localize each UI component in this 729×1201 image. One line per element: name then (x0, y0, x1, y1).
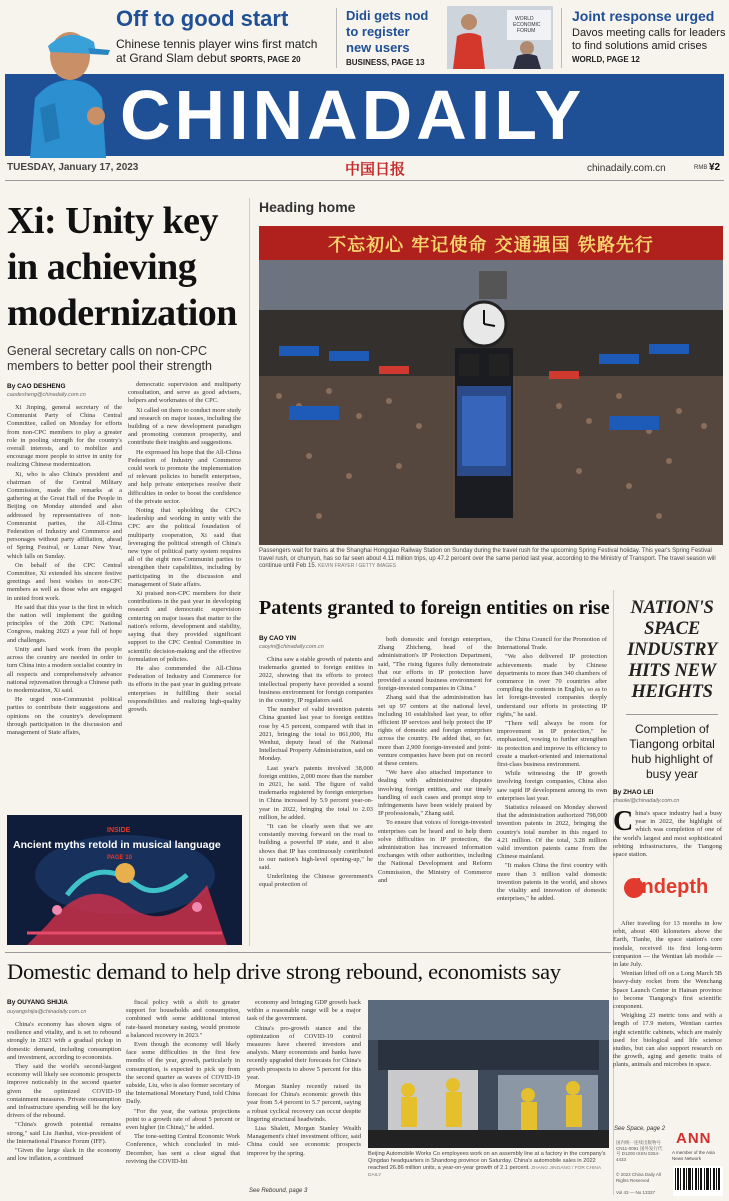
paragraph: "It makes China the first country with more than 3 million valid domestic invention patents in the world, and shows the vitality and innovation of domestic enterprises," he added. (497, 862, 607, 903)
lead-col-1 (7, 404, 122, 808)
paragraph: He urged non-Communist political parties to contribute their suggestions and opinions on the country's development through participation in the discussion and management of State affairs, (7, 696, 122, 736)
paragraph: Xi Jinping, general secretary of the Communist Party of China Central Committee, called on Monday for efforts from non-CPC members to play a greater role in pooling strength for the country's overall interests, and to mobilize and encourage more people to strive in unity for realizing Chinese modernization. (7, 404, 122, 469)
paragraph: "Given the large slack in the economy and low inflation, a continued (7, 1147, 121, 1163)
paragraph: the China Council for the Promotion of International Trade. (497, 636, 607, 652)
barcode (673, 1166, 723, 1196)
photo-banner-text: 不忘初心 牢记使命 交通强国 铁路先行 (328, 235, 654, 256)
dateline-bar (5, 158, 724, 181)
domestic-jump[interactable]: See Rebound, page 3 (249, 1188, 308, 1194)
paragraph: After traveling for 13 months in low orbit, about 400 kilometers above the Earth, Tianhe, the space station's core module, received its first long-term companion — the Wentian lab module — in late July. (613, 920, 722, 969)
world-teaser-title[interactable]: Joint response urged (572, 8, 715, 24)
paragraph: They said the world's second-largest economy will likely see economic prospects improve noticeably in the second quarter given the optimized COVID-19 containment measures. Private consumption and infrastructure spending will be the key drivers of the rebound. (7, 1063, 121, 1120)
domestic-email[interactable]: ouyangshijia@chinadaily.com.cn (7, 1009, 87, 1015)
inside-title: Ancient myths retold in musical language (13, 839, 221, 851)
domestic-col-2 (126, 999, 240, 1186)
paragraph: Underlining the Chinese government's equal protection of (259, 873, 373, 889)
paragraph: "It can be clearly seen that we are constantly moving forward on the road to building a powerful IP state, and it also shows that IP has continuously contributed to our nation's high-level opening-up," he said. (259, 823, 373, 872)
factory-photo-caption: Beijing Automobile Works Co employees work on an assembly line at a factory in the company's Qingdao headquarters in Shandong province on Saturday. China's automobile sales in 2022 reached 26.86 million units, a year-on-year growth of 2.1 percent. ZHANG JINGANG / FOR CHINA DAILY (368, 1151, 606, 1178)
space-rule (626, 714, 718, 715)
paragraph: democratic supervision and multiparty consultation, and serve as good advisers, helpers and workmates of the CPC. (128, 381, 241, 405)
svg-text:FORUM: FORUM (517, 28, 536, 34)
business-teaser-title[interactable]: Didi gets nod to register new users (346, 8, 429, 55)
world-teaser-subtitle: Davos meeting calls for leaders to find solutions amid crises (572, 27, 726, 52)
domestic-byline: By OUYANG SHIJIA (7, 999, 68, 1006)
main-photo (259, 226, 723, 545)
paragraph: Xi, who is also China's president and chairman of the Central Military Commission, made the remarks at a gathering at the Great Hall of the People in Beijing on Monday attended and also addressed by representatives of non-Communist parties, the All-China Federation of Industry and Commerce and personages without party affiliation, ahead of Spring Festival, or Lunar New Year, which falls on Sunday. (7, 470, 122, 560)
space-body (613, 920, 722, 1120)
ann-logo: ANN (676, 1130, 712, 1147)
patents-byline: By CAO YIN (259, 635, 297, 642)
patents-col-2 (373, 636, 492, 944)
paragraph: China's economy has shown signs of resilience and vitality, and is set to rebound strongly in 2023 with a gradual pickup in domestic demand, including consumption and investment, according to economists. (7, 1021, 121, 1061)
lead-headline[interactable]: Xi: Unity key in achieving modernization (7, 200, 237, 334)
paragraph: Zhang said that the administration has set up 97 centers at the national level, including 10 established last year, to offer efficient IP services and help protect the IP rights of domestic and foreign enterprises across the country. He added that, so far, more than 2,900 foreign-invested and joint-venture companies have been put on record at these centers. (378, 694, 492, 768)
paragraph: fiscal policy with a shift to greater support for households and consumption, combined with some additional interest rate-based monetary easing, would promote a balanced recovery in 2023." (126, 999, 240, 1039)
paragraph: both domestic and foreign enterprises, Zhang Zhicheng, head of the administration's IP Protection Department, said, "The rising figures fully demonstrate that our efforts in IP protection have provided a sound business environment for foreign-invested companies in China." (378, 636, 492, 693)
space-jump[interactable]: See Space, page 2 (614, 1126, 666, 1132)
paragraph: Unity and hard work from the people across the country are needed in order to turn China into a modern socialist country in all respects and comprehensively advance national rejuvenation through a Chinese path to modernization, Xi said. (7, 645, 122, 694)
svg-text:ECONOMIC: ECONOMIC (513, 22, 541, 28)
price: ¥2 (709, 162, 721, 173)
ann-subtitle: A member of the Asia News Network (672, 1150, 715, 1161)
website-url[interactable]: chinadaily.com.cn (587, 163, 666, 174)
paragraph: economy and bringing GDP growth back within a reasonable range will be a major task of the government. (247, 999, 361, 1023)
masthead-logo[interactable]: CHINADAILY (120, 76, 586, 154)
paragraph: Lisa Shalett, Morgan Stanley Wealth Management's chief investment officer, said China could see economic prospects improve by the spring. (247, 1125, 361, 1157)
paragraph: Morgan Stanley recently raised its forecast for China's economic growth this year from 5.4 percent to 5.7 percent, saying a robust cyclical recovery can occur despite lingering structural headwinds. (247, 1083, 361, 1123)
paragraph: "There will always be room for improvement in IP protection," he emphasized, vowing to further strengthen its protection and improve its efficiency to create a market-oriented and international first-class business environment. (497, 720, 607, 769)
paragraph: "China's growth potential remains strong," said Liu Jianhui, vice-president of the International Finance Forum (IFF). (7, 1121, 121, 1145)
paragraph: The tone-setting Central Economic Work Conference, which concluded in mid-December, has sent a clear signal that reviving the COVID-hit (126, 1133, 240, 1165)
paragraph: China saw a stable growth of patents and trademarks granted to foreign entities in 2022, showing that its efforts to protect intellectual property have provided a sound business environment for foreign companies in the country, IP regulators said. (259, 656, 373, 705)
paragraph: Noting that upholding the CPC's leadership and working in unity with the CPC are the political foundation of multiparty cooperation, Xi said that leveraging the political strength of China's new type of political party system requires all of the eight non-Communist parties to strengthen their capabilities, including by participating in the discussion and management of State affairs. (128, 507, 241, 588)
lead-deck: General secretary calls on non-CPC members to better pool their strength (7, 344, 212, 373)
svg-text:WORLD: WORLD (515, 16, 534, 22)
domestic-col-3 (247, 999, 361, 1186)
sports-teaser-title[interactable]: Off to good start (116, 6, 289, 31)
paragraph: "We have also attached importance to dealing with administrative disputes involving foreign entities, and our timely handling of such cases and prompt stop to infringements have been widely praised by IP professionals," Zhang said. (378, 769, 492, 818)
patents-col-1 (259, 656, 373, 944)
domestic-col-1 (7, 1021, 121, 1198)
paragraph: "For the year, the various projections point to a growth rate of about 5 percent or even higher (in China)," he added. (126, 1107, 240, 1132)
sports-teaser-page: SPORTS, PAGE 20 (230, 55, 301, 64)
paragraph: Wentian lifted off on a Long March 5B heavy-duty rocket from the Wenchang Space Launch Center in Hainan province to become Tiangong's first scientific component. (613, 970, 722, 1011)
paragraph: China's pro-growth stance and the optimization of COVID-19 control measures have cheered investors and analysts. Many economists and banks have recently upgraded their forecasts for China's growth prospects to above 5 percent for this year. (247, 1024, 361, 1081)
inside-promo-image (7, 815, 242, 945)
patents-email[interactable]: caoyin@chinadaily.com.cn (259, 644, 324, 650)
space-lead: C hina's space industry had a busy year in 2022, the highlight of which was completion of one of the world's largest and most sophisticated orbiting infrastructures, the Tiangong space station. (613, 810, 722, 859)
section-rule (5, 952, 611, 953)
indepth-label: indepth (636, 876, 709, 898)
paragraph: Xi called on them to conduct more study and research on major issues, including the building of a new development paradigm and promoting common prosperity, and contribute their insights and suggestions. (128, 406, 241, 447)
paragraph: He expressed his hope that the All-China Federation of Industry and Commerce could work to promote the implementation of relevant policies to benefit enterprises, and help private enterprises resolve their difficulties in order to boost the confidence of the private sector. (128, 448, 241, 505)
paragraph: Weighing 23 metric tons and with a length of 17.9 meters, Wentian carries eight scientific cabinets, which are mainly used for biological and life science studies, but can also support research on the growth, aging and genetic traits of plants, animals and microbes in space. (613, 1012, 722, 1069)
space-deck: Completion of Tiangong orbital hub highlight of busy year (629, 722, 715, 781)
inside-label: INSIDE (107, 827, 131, 834)
paragraph: The number of valid invention patents China granted last year to foreign entities rose by 4.5 percent, compared with that in 2021, bringing the total to 861,000, Hu Wenhui, deputy head of the National Intellectual Property Administration, said on Monday. (259, 706, 373, 763)
paragraph: To ensure that voices of foreign-invested enterprises can be heard and to help them solve difficulties in IP protection, the administration has increased information exchanges with other authorities, including the National Development and Reform Commission, the Ministry of Commerce and (378, 819, 492, 884)
paragraph: Last year's patents involved 38,000 foreign entities, 2,000 more than the number in 2021, he said. The figure of valid trademarks registered by foreign enterprises in China increased by 5.9 percent year-on-year in 2022, bringing the total to 2.03 million, he added. (259, 764, 373, 821)
copyright: © 2023 China Daily All Rights Reserved (616, 1172, 661, 1183)
factory-photo (368, 1000, 609, 1148)
paragraph: While witnessing the IP growth involving foreign companies, China also saw rapid IP development among its own enterprises last year. (497, 770, 607, 802)
lead-email[interactable]: caodesheng@chinadaily.com.cn (7, 392, 86, 398)
space-byline: By ZHAO LEI (613, 789, 654, 796)
space-dropcap: C (613, 810, 634, 837)
lead-byline: By CAO DESHENG (7, 383, 66, 390)
space-headline[interactable]: NATION'S SPACE INDUSTRY HITS NEW HEIGHTS (627, 598, 717, 702)
business-teaser-photo (447, 6, 553, 69)
sports-teaser-photo (10, 18, 115, 158)
paragraph: Even though the economy will likely face some difficulties in the first few months of the year, growth, particularly in consumption, is expected to pick up from the second quarter as waves of COVID-19 subside, Liu, who is also former secretary of the International Monetary Fund, told China Daily. (126, 1041, 240, 1106)
world-teaser-page: WORLD, PAGE 12 (572, 55, 640, 64)
paragraph: Statistics released on Monday showed that the administration authorized 798,000 invention patents in 2022, bringing the country's total number in this regard to 4.21 million. Of the total, 3.28 million valid invention patents came from the Chinese mainland. (497, 804, 607, 861)
domestic-headline[interactable]: Domestic demand to help drive strong rebound, economists say (7, 959, 561, 984)
business-teaser-page: BUSINESS, PAGE 13 (346, 58, 425, 67)
paragraph: "We also delivered IP protection achievements made by Chinese departments to more than 340 chambers of commerce in over 70 countries after compiling the contents in English, so as to let foreign-invested companies deeply understand our efforts in protecting IP rights," he said. (497, 653, 607, 718)
paragraph: He also commended the All-China Federation of Industry and Commerce for its efforts in the past year in guiding private enterprises in fulfilling their social responsibilities and realizing high-quality growth. (128, 664, 241, 713)
indepth-badge (624, 876, 724, 912)
inside-promo[interactable] (7, 815, 242, 945)
lead-col-2 (128, 381, 241, 808)
paragraph: On behalf of the CPC Central Committee, Xi extended his sincere festive greetings and best wishes to non-CPC members as well as those who are engaged in united front work. (7, 561, 122, 602)
factory-photo-credit: ZHANG JINGANG / FOR CHINA DAILY (368, 1166, 601, 1178)
space-email[interactable]: zhaolei@chinadaily.com.cn (613, 798, 680, 804)
divider (561, 8, 562, 68)
inside-page: PAGE 10 (107, 855, 132, 861)
photo-kicker: Heading home (259, 199, 356, 215)
divider (336, 8, 337, 68)
photo-credit: KEVIN FRAYER / GETTY IMAGES (318, 563, 396, 569)
column-rule (249, 198, 250, 946)
patents-headline[interactable]: Patents granted to foreign entities on rise (259, 597, 610, 619)
issue-date: TUESDAY, January 17, 2023 (7, 162, 139, 173)
price-label: RMB (694, 165, 708, 171)
sports-teaser-subtitle: Chinese tennis player wins first match at Grand Slam debut SPORTS, PAGE 20 (116, 37, 318, 65)
chinese-masthead: 中国日报 (345, 160, 406, 178)
volume-number: Vol 43 — No 13337 (616, 1190, 656, 1195)
publication-codes: 国内统一连续出版物号 CN11-0091 国外发行代号 D1200 ISSN 0254-4433 (616, 1140, 663, 1162)
paragraph: Xi praised non-CPC members for their contributions in the past year in developing research and democratic supervision centering on major issues that matter to the nation's reform, development and stability, saying that they provided significant support to the CPC Central Committee in scientific decision-making and the effective formulation of policies. (128, 590, 241, 663)
patents-col-3 (497, 636, 607, 944)
paragraph: He said that this year is the first in which the nation will implement the guiding principles of the 20th CPC National Congress, making 2023 a year full of hope and challenges. (7, 603, 122, 644)
main-photo-caption: Passengers wait for trains at the Shanghai Hongqiao Railway Station on Sunday during the travel rush for the upcoming Spring Festival holiday. This year's Spring Festival travel rush, or chunyun, has so far seen about 4.11 million trips, up 47.2 percent over the same period last year, according to the Ministry of Transport. The travel season will continue until Feb 15. KEVIN FRAYER / GETTY IMAGES (259, 548, 716, 569)
top-banner (0, 0, 729, 72)
